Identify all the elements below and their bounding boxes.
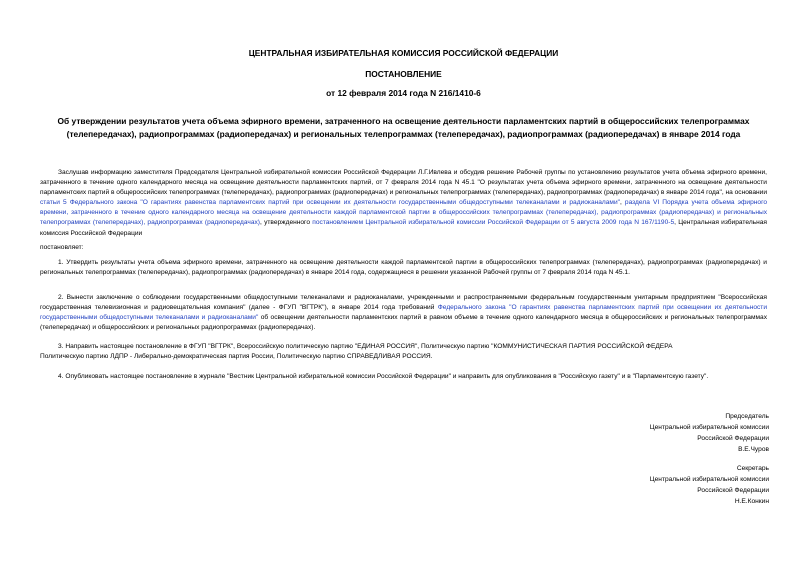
document-title: Об утверждении результатов учета объема эфирного времени, затраченного на освещение деятельности парламентских партий в общероссийских телепрограммах (телепередачах), радиопрограммах (радиопередачах) и региональных телепрограммах (телепередачах), радиопрограммах (радиопередачах) в январе 2014 года (57, 116, 750, 139)
preamble-text-2: , (620, 199, 625, 207)
chair-name: В.Е.Чуров (738, 446, 769, 453)
preamble-text-4: , Центральная избирательная комиссия Российской Федерации (40, 219, 767, 237)
chair-org-line-1: Центральной избирательной комиссии (649, 424, 769, 431)
chair-org-line-2: Российской Федерации (697, 435, 769, 442)
item-1: 1. Утвердить результаты учета объема эфирного времени, затраченного на освещение деятельности каждой парламентской партии в общероссийских телепрограммах (телепередачах), радиопрограммах (радиопередачах) и региональных телепрограммах (телепередачах), радиопрограммах (радиопередачах) в январе 2014 года, содержащиеся в решении указанной Рабочей группы от 7 февраля 2014 года N 45.1. (40, 259, 767, 277)
document-date-number: от 12 февраля 2014 года N 216/1410-6 (326, 88, 481, 98)
preamble-text-3: , утвержденного (260, 219, 313, 227)
secretary-signature-block (549, 463, 769, 507)
secretary-org-line-2: Российской Федерации (697, 487, 769, 494)
federal-law-link[interactable]: Федерального закона "О гарантиях равенства парламентских партий при освещении их деятельности государственными общедоступными телеканалами и радиоканалами" (40, 304, 767, 322)
resolves-label: постановляет: (40, 244, 84, 251)
item-2 (40, 293, 767, 333)
secretary-name: Н.Е.Конкин (734, 498, 769, 505)
secretary-org-line-1: Центральной избирательной комиссии (649, 476, 769, 483)
secretary-title: Секретарь (736, 465, 769, 472)
item-2-text-2: об освещении деятельности парламентских партий в равном объеме в течение одного календарного месяца в общероссийских и региональных телепрограммах (телепередачах) и общероссийских и региональных радиопрограммах (радиопередачах). (40, 314, 767, 332)
document-type: ПОСТАНОВЛЕНИЕ (365, 69, 442, 79)
cec-resolution-link[interactable]: постановлением Центральной избирательной комиссии Российской Федерации от 5 августа 2009 года N 167/1190-5 (312, 219, 675, 227)
chair-title: Председатель (725, 413, 769, 420)
commission-name: ЦЕНТРАЛЬНАЯ ИЗБИРАТЕЛЬНАЯ КОМИССИЯ РОССИЙСКОЙ ФЕДЕРАЦИИ (248, 48, 559, 58)
preamble-paragraph (40, 168, 767, 239)
item-2-text-1: 2. Вынести заключение о соблюдении государственными общедоступными телеканалами и радиоканалами, учрежденными и распространяемыми федеральным государственным унитарным предприятием "Всероссийская государственная телевизионная и радиовещательная компания" (далее - ФГУП "ВГТРК"), в январе 2014 года требований (40, 294, 767, 312)
item-3-line-2: Политическую партию ЛДПР - Либерально-демократическая партия России, Политическую партию СПРАВЕДЛИВАЯ РОССИЯ. (40, 353, 433, 360)
preamble-text-1: Заслушав информацию заместителя Председателя Центральной избирательной комиссии Российской Федерации Л.Г.Ивлева и обсудив решение Рабочей группы по установлению результатов учета объема эфирного времени, затраченного в течение одного календарного месяца на освещение деятельности парламентских партий, от 7 февраля 2014 года N 45.1 "О результатах учета объема эфирного времени, затраченного на освещение деятельности парламентских партий в общероссийских телепрограммах (телепередачах), радиопрограммах (радиопередачах) и региональных телепрограммах (телепередачах), радиопрограммах (радиопередачах) в январе 2014 года", на основании (40, 169, 767, 197)
law-article-5-link[interactable]: статьи 5 Федерального закона "О гарантиях равенства парламентских партий при освещении их деятельности государственными общедоступными телеканалами и радиоканалами" (40, 199, 620, 207)
item-3-line-1: 3. Направить настоящее постановление в ФГУП "ВГТРК", Всероссийскую политическую партию "ЕДИНАЯ РОССИЯ", Политическую партию "КОММУНИСТИЧЕСКАЯ ПАРТИЯ РОССИЙСКОЙ ФЕДЕРА (58, 343, 673, 350)
item-4: 4. Опубликовать настоящее постановление в журнале "Вестник Центральной избирательной комиссии Российской Федерации" и направить для опубликования в "Российскую газету" и в "Парламентскую газету". (58, 373, 709, 380)
procedure-section-6-link[interactable]: раздела VI Порядка учета объема эфирного времени, затраченного в течение одного календарного месяца на освещение деятельности каждой парламентской партии в общероссийских телепрограммах (телепередачах), радиопрограммах (радиопередачах) и региональных телепрограммах (телепередачах), радиопрограммах (радиопередачах) (40, 199, 767, 227)
chair-signature-block (549, 411, 769, 455)
